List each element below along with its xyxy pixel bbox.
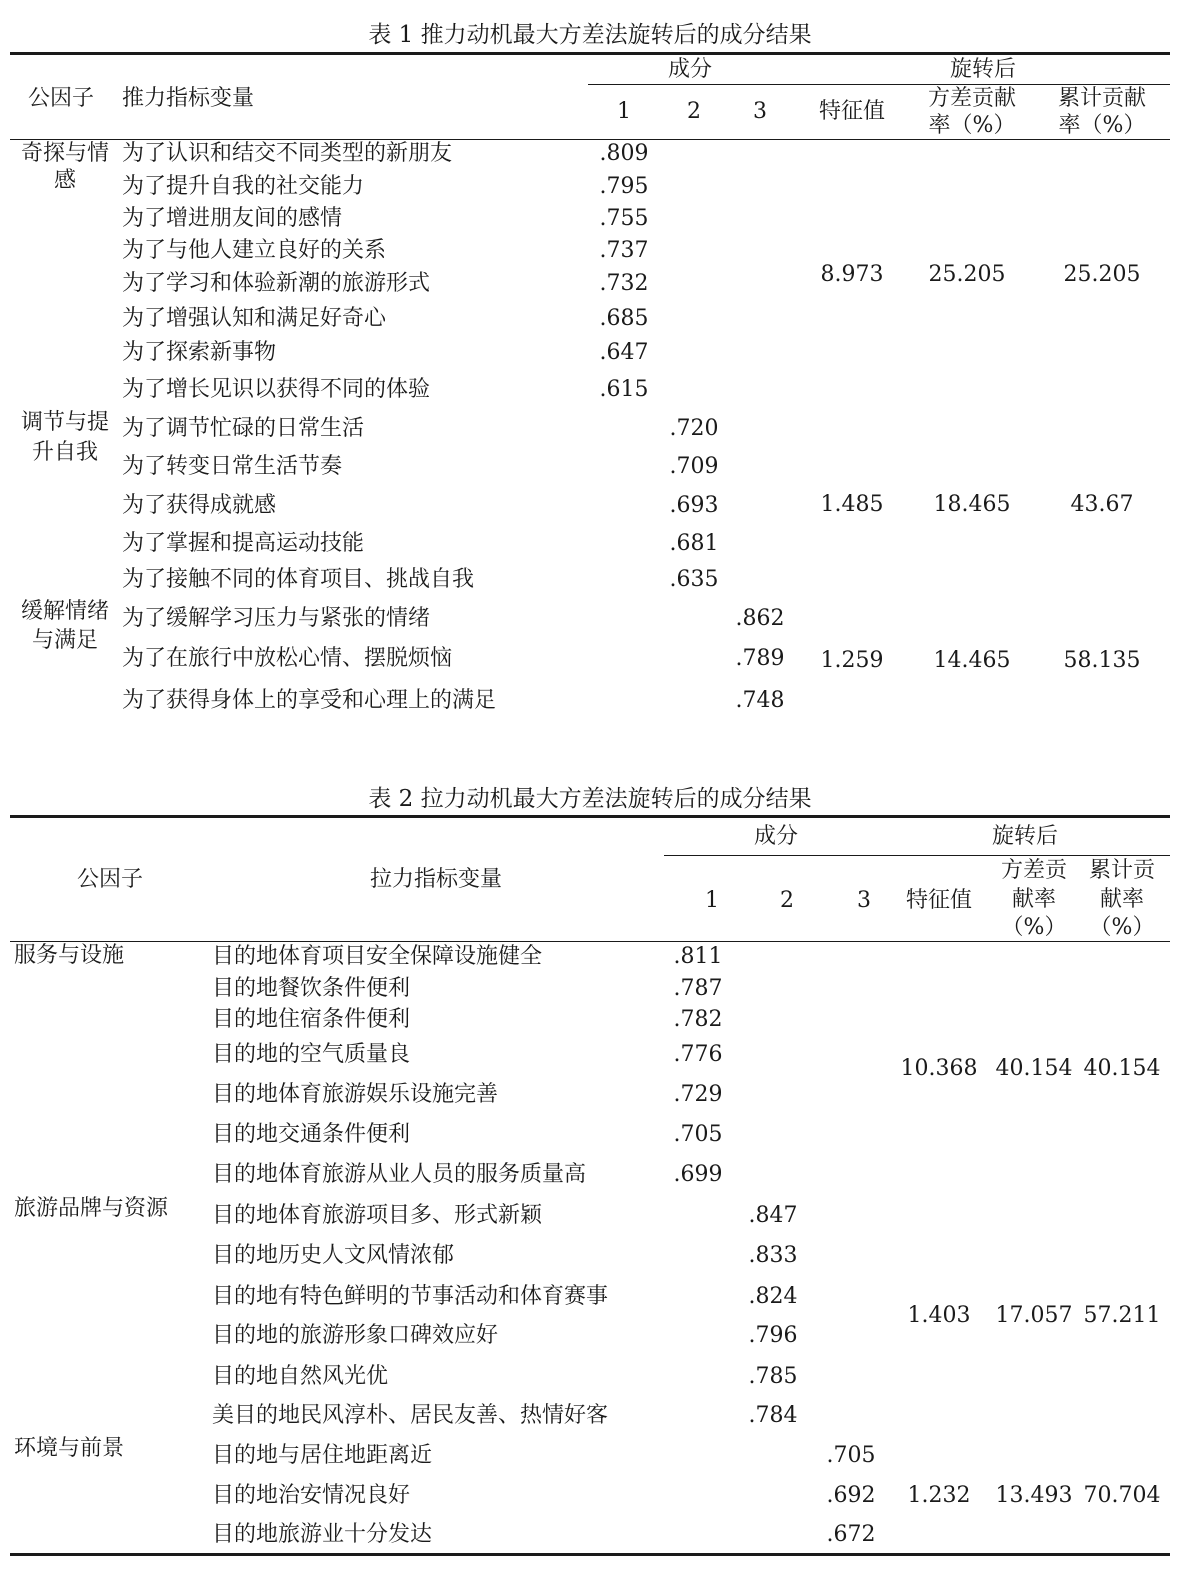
table1-row-variable: 为了与他人建立良好的关系 — [122, 238, 387, 263]
table1-factor-1-line2: 感 — [53, 168, 77, 193]
table1-caption: 表 1 推力动机最大方差法旋转后的成分结果 — [368, 22, 812, 48]
table2-cumulative: 57.211 — [1083, 1303, 1161, 1328]
table1-variance: 18.465 — [933, 492, 1011, 517]
table1-factor-2-line2: 升自我 — [31, 440, 99, 465]
table1-row-variable: 为了调节忙碌的日常生活 — [122, 416, 365, 441]
table1-header-rotated: 旋转后 — [949, 57, 1017, 82]
table2-row-variable: 目的地旅游业十分发达 — [212, 1522, 433, 1547]
table2-row-loading: .692 — [826, 1483, 876, 1508]
table2-row-loading: .729 — [673, 1082, 723, 1107]
table2-row-loading: .784 — [748, 1403, 798, 1428]
table1-variance: 14.465 — [933, 648, 1011, 673]
table1-row-loading: .748 — [735, 688, 785, 713]
table1-row-loading: .862 — [735, 606, 785, 631]
table1-row-loading: .709 — [669, 454, 719, 479]
table2-row-loading: .787 — [673, 976, 723, 1001]
table1-eigenvalue: 8.973 — [820, 262, 884, 287]
table1-row-variable: 为了增强认知和满足好奇心 — [122, 306, 387, 331]
table2-row-variable: 目的地住宿条件便利 — [212, 1007, 411, 1032]
table1-row-variable: 为了掌握和提高运动技能 — [122, 531, 365, 556]
table2-header-subrule — [664, 855, 1170, 856]
table2-row-variable: 目的地自然风光优 — [212, 1364, 389, 1389]
table1-header-c2: 2 — [687, 99, 701, 124]
table1-header-subrule — [588, 84, 1170, 85]
table2-row-variable: 目的地体育旅游从业人员的服务质量高 — [212, 1162, 587, 1187]
table2-header-variance-1: 方差贡 — [1000, 858, 1068, 883]
table2-row-loading: .705 — [673, 1122, 723, 1147]
table1-variance: 25.205 — [928, 262, 1006, 287]
table1-row-variable: 为了获得成就感 — [122, 493, 277, 518]
table1-row-loading: .685 — [599, 306, 649, 331]
table2-header-cumulative-2: 献率 — [1099, 887, 1145, 912]
table2-row-loading: .833 — [748, 1243, 798, 1268]
table2-bottom-rule — [10, 1553, 1170, 1556]
table2-row-variable: 目的地有特色鲜明的节事活动和体育赛事 — [212, 1284, 609, 1309]
table2-row-loading: .811 — [673, 944, 723, 969]
table2-row-variable: 目的地体育旅游娱乐设施完善 — [212, 1082, 499, 1107]
table2-header-cumulative-1: 累计贡 — [1088, 858, 1156, 883]
table1-row-variable: 为了探索新事物 — [122, 340, 277, 365]
table2-header-factor: 公因子 — [76, 867, 144, 892]
table2-row-variable: 目的地交通条件便利 — [212, 1122, 411, 1147]
table2-row-variable: 目的地与居住地距离近 — [212, 1443, 433, 1468]
table1-row-loading: .795 — [599, 174, 649, 199]
table2-row-loading: .824 — [748, 1284, 798, 1309]
table1-header-factor: 公因子 — [28, 86, 95, 111]
table1-row-loading: .693 — [669, 493, 719, 518]
table2-row-variable: 目的地体育项目安全保障设施健全 — [212, 944, 543, 969]
table2-row-variable: 美目的地民风淳朴、居民友善、热情好客 — [212, 1403, 609, 1428]
table2-top-rule — [10, 815, 1170, 818]
table2-header-c3: 3 — [857, 888, 871, 913]
table1-cumulative: 43.67 — [1070, 492, 1134, 517]
table2-row-loading: .847 — [748, 1203, 798, 1228]
table1-row-loading: .615 — [599, 377, 649, 402]
table1-header-rule — [10, 139, 1170, 140]
table1-top-rule — [10, 52, 1170, 55]
table1-row-variable: 为了获得身体上的享受和心理上的满足 — [122, 688, 497, 713]
table1-factor-3-line1: 缓解情绪 — [20, 599, 110, 624]
table2-header-rotated: 旋转后 — [991, 824, 1059, 849]
table2-variance: 13.493 — [995, 1483, 1073, 1508]
table1-header-component: 成分 — [667, 57, 713, 82]
table2-header-variance-2: 献率 — [1011, 887, 1057, 912]
table1-row-loading: .755 — [599, 206, 649, 231]
table1-header-cumulative-1: 累计贡献 — [1057, 86, 1147, 111]
table2-row-variable: 目的地的空气质量良 — [212, 1042, 411, 1067]
table2-row-variable: 目的地体育旅游项目多、形式新颖 — [212, 1203, 543, 1228]
table1-header-eigen: 特征值 — [818, 99, 886, 124]
table1-cumulative: 58.135 — [1063, 648, 1141, 673]
table2-cumulative: 70.704 — [1083, 1483, 1161, 1508]
table1-row-variable: 为了增进朋友间的感情 — [122, 206, 343, 231]
table2-row-loading: .785 — [748, 1364, 798, 1389]
table2-row-loading: .782 — [673, 1007, 723, 1032]
table2-variance: 17.057 — [995, 1303, 1073, 1328]
table1-row-loading: .809 — [599, 141, 649, 166]
table1-row-loading: .720 — [669, 416, 719, 441]
table1-header-c1: 1 — [617, 99, 631, 124]
table1-header-variance-2: 率（%） — [928, 113, 1016, 138]
table1-factor-1-line1: 奇探与情 — [20, 141, 110, 166]
table2-row-variable: 目的地的旅游形象口碑效应好 — [212, 1323, 499, 1348]
table2-header-rule — [10, 941, 1170, 942]
table2-header-c2: 2 — [780, 888, 794, 913]
table2-row-loading: .699 — [673, 1162, 723, 1187]
table2-header-variance-3: （%） — [1001, 915, 1067, 940]
table2-row-loading: .776 — [673, 1042, 723, 1067]
table1-row-loading: .737 — [599, 238, 649, 263]
table1-row-loading: .732 — [599, 271, 649, 296]
table1-row-variable: 为了认识和结交不同类型的新朋友 — [122, 141, 453, 166]
table2-row-loading: .796 — [748, 1323, 798, 1348]
table2-header-cumulative-3: （%） — [1089, 915, 1155, 940]
table1-row-loading: .635 — [669, 567, 719, 592]
table1-cumulative: 25.205 — [1063, 262, 1141, 287]
table2-caption: 表 2 拉力动机最大方差法旋转后的成分结果 — [368, 786, 812, 812]
table2-row-loading: .705 — [826, 1443, 876, 1468]
table1-row-variable: 为了增长见识以获得不同的体验 — [122, 377, 431, 402]
table1-header-cumulative-2: 率（%） — [1058, 113, 1146, 138]
table2-variance: 40.154 — [995, 1056, 1073, 1081]
table2-row-variable: 目的地历史人文风情浓郁 — [212, 1243, 455, 1268]
table1-row-loading: .647 — [599, 340, 649, 365]
table1-eigenvalue: 1.485 — [820, 492, 884, 517]
table2-header-component: 成分 — [753, 824, 799, 849]
table1-row-loading: .789 — [735, 646, 785, 671]
table2-factor-3: 环境与前景 — [14, 1436, 125, 1461]
table1-row-variable: 为了转变日常生活节奏 — [122, 454, 343, 479]
table1-row-variable: 为了学习和体验新潮的旅游形式 — [122, 271, 431, 296]
table1-header-c3: 3 — [753, 99, 767, 124]
table1-row-variable: 为了提升自我的社交能力 — [122, 174, 365, 199]
table1-header-variable: 推力指标变量 — [122, 86, 255, 111]
table2-eigenvalue: 1.403 — [907, 1303, 971, 1328]
table2-header-eigen: 特征值 — [905, 888, 973, 913]
table1-eigenvalue: 1.259 — [820, 648, 884, 673]
table2-header-variable: 拉力指标变量 — [369, 867, 503, 892]
table2-eigenvalue: 1.232 — [907, 1483, 971, 1508]
table1-row-variable: 为了缓解学习压力与紧张的情绪 — [122, 606, 431, 631]
table2-eigenvalue: 10.368 — [900, 1056, 978, 1081]
table1-row-loading: .681 — [669, 531, 719, 556]
table1-factor-2-line1: 调节与提 — [20, 410, 110, 435]
table1-factor-3-line2: 与满足 — [31, 628, 99, 653]
table2-header-c1: 1 — [705, 888, 719, 913]
table2-row-variable: 目的地餐饮条件便利 — [212, 976, 411, 1001]
table1-row-variable: 为了在旅行中放松心情、摆脱烦恼 — [122, 646, 453, 671]
table1-row-variable: 为了接触不同的体育项目、挑战自我 — [122, 567, 475, 592]
table2-row-loading: .672 — [826, 1522, 876, 1547]
table2-factor-2: 旅游品牌与资源 — [14, 1196, 169, 1221]
table2-factor-1: 服务与设施 — [14, 943, 125, 968]
table2-row-variable: 目的地治安情况良好 — [212, 1483, 411, 1508]
table2-cumulative: 40.154 — [1083, 1056, 1161, 1081]
table1-header-variance-1: 方差贡献 — [927, 86, 1017, 111]
